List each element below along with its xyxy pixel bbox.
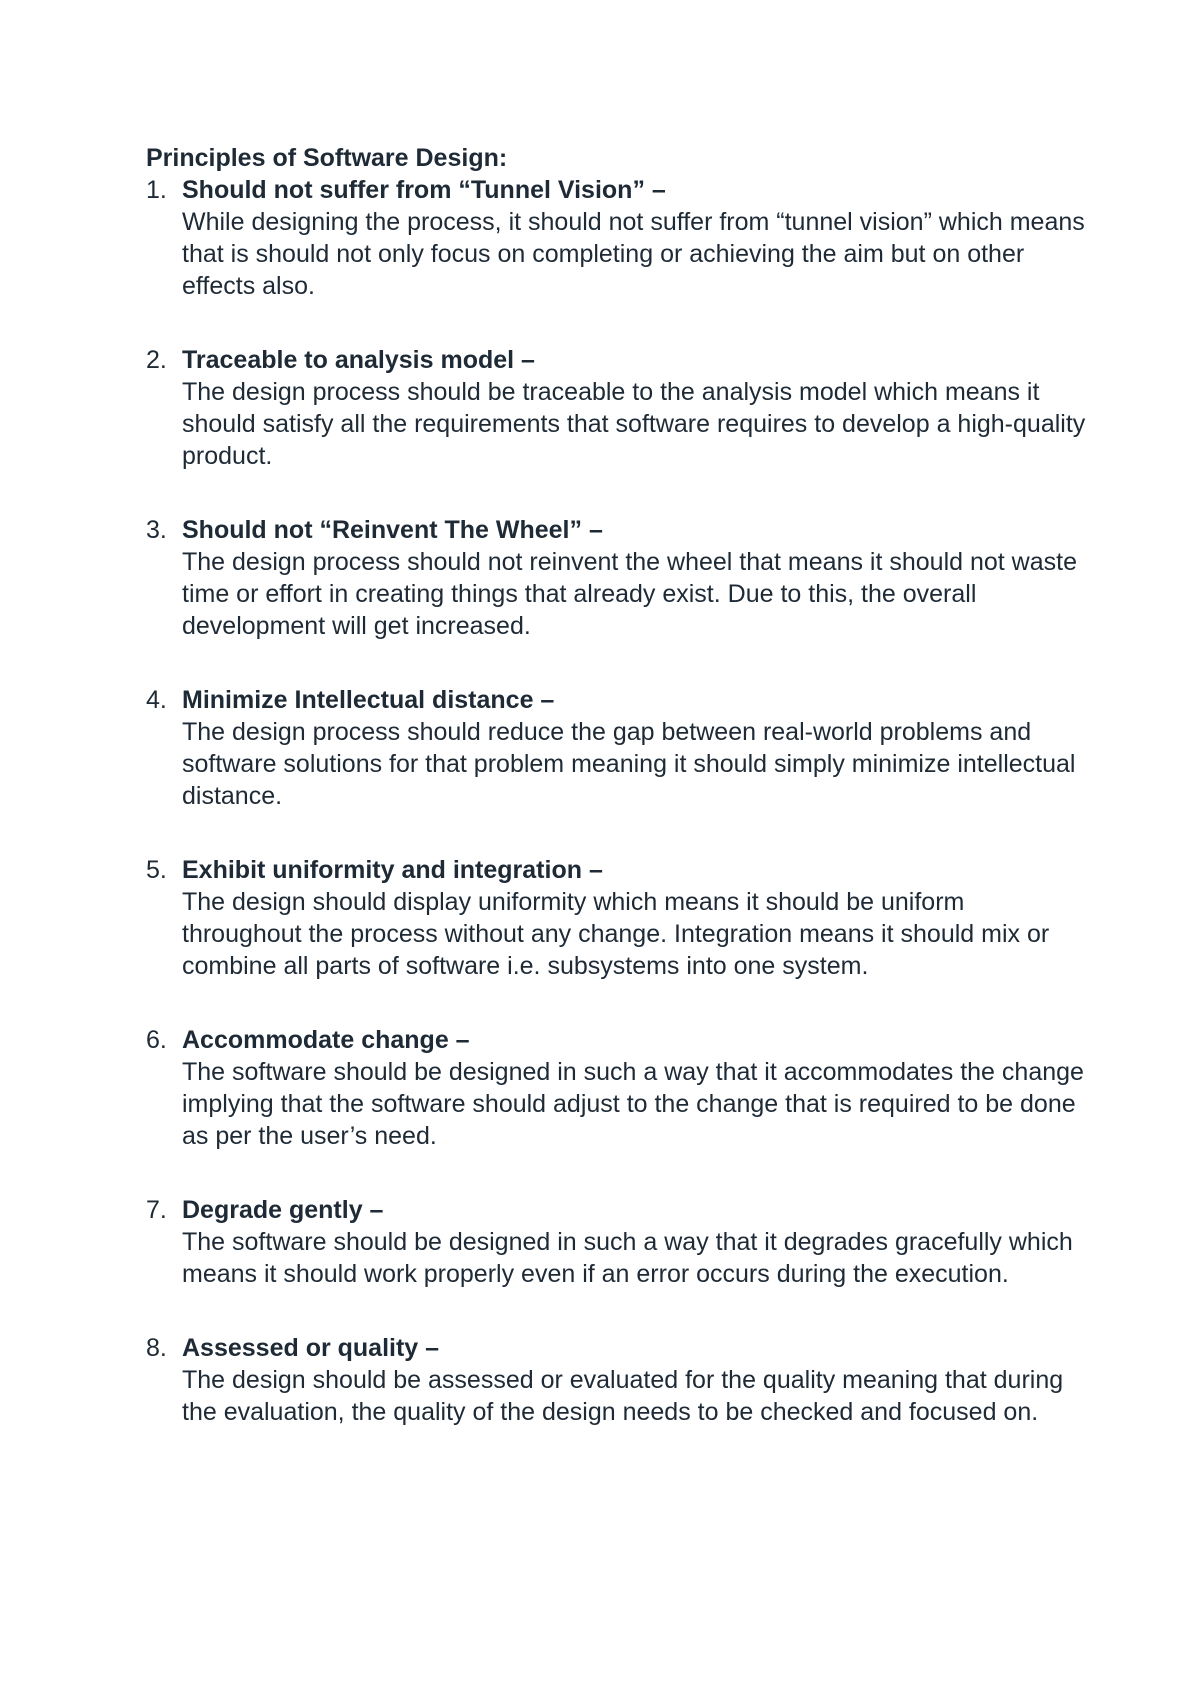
list-item [146,1194,1086,1290]
item-number: 6. [146,1026,167,1054]
item-number: 5. [146,856,167,884]
item-number: 1. [146,176,167,204]
item-text: The software should be designed in such a way that it degrades gracefully which means it should work properly even if an error occurs during the execution. [182,1228,1073,1288]
list-item [146,514,1086,642]
item-number: 7. [146,1196,167,1224]
document-title: Principles of Software Design: [146,144,508,172]
principles-list [146,174,1086,1428]
item-text: The design process should not reinvent the wheel that means it should not waste time or effort in creating things that already exist. Due to this, the overall development will get increased. [182,548,1077,640]
list-item [146,344,1086,472]
list-item [146,854,1086,982]
list-item [146,1024,1086,1152]
item-text: The design process should be traceable to the analysis model which means it should satisfy all the requirements that software requires to develop a high-quality product. [182,378,1086,470]
list-item [146,1332,1086,1428]
item-heading: Assessed or quality – [182,1334,440,1362]
item-number: 3. [146,516,167,544]
item-heading: Exhibit uniformity and integration – [182,856,603,884]
item-heading: Should not suffer from “Tunnel Vision” – [182,176,666,204]
list-item [146,684,1086,812]
list-item [146,174,1086,302]
item-text: While designing the process, it should not suffer from “tunnel vision” which means that is should not only focus on completing or achieving the aim but on other effects also. [182,208,1085,300]
item-heading: Traceable to analysis model – [182,346,535,374]
item-text: The software should be designed in such a way that it accommodates the change implying that the software should adjust to the change that is required to be done as per the user’s need. [182,1058,1084,1150]
item-heading: Minimize Intellectual distance – [182,686,555,714]
item-number: 4. [146,686,167,714]
item-text: The design should be assessed or evaluated for the quality meaning that during the evaluation, the quality of the design needs to be checked and focused on. [182,1366,1064,1426]
item-text: The design should display uniformity which means it should be uniform throughout the process without any change. Integration means it should mix or combine all parts of software i.e. subsystems into one system. [182,888,1050,980]
item-text: The design process should reduce the gap between real-world problems and software solutions for that problem meaning it should simply minimize intellectual distance. [182,718,1076,810]
item-number: 2. [146,346,167,374]
item-heading: Should not “Reinvent The Wheel” – [182,516,603,544]
item-number: 8. [146,1334,167,1362]
item-heading: Degrade gently – [182,1196,384,1224]
item-heading: Accommodate change – [182,1026,470,1054]
document-page [146,142,1086,1470]
